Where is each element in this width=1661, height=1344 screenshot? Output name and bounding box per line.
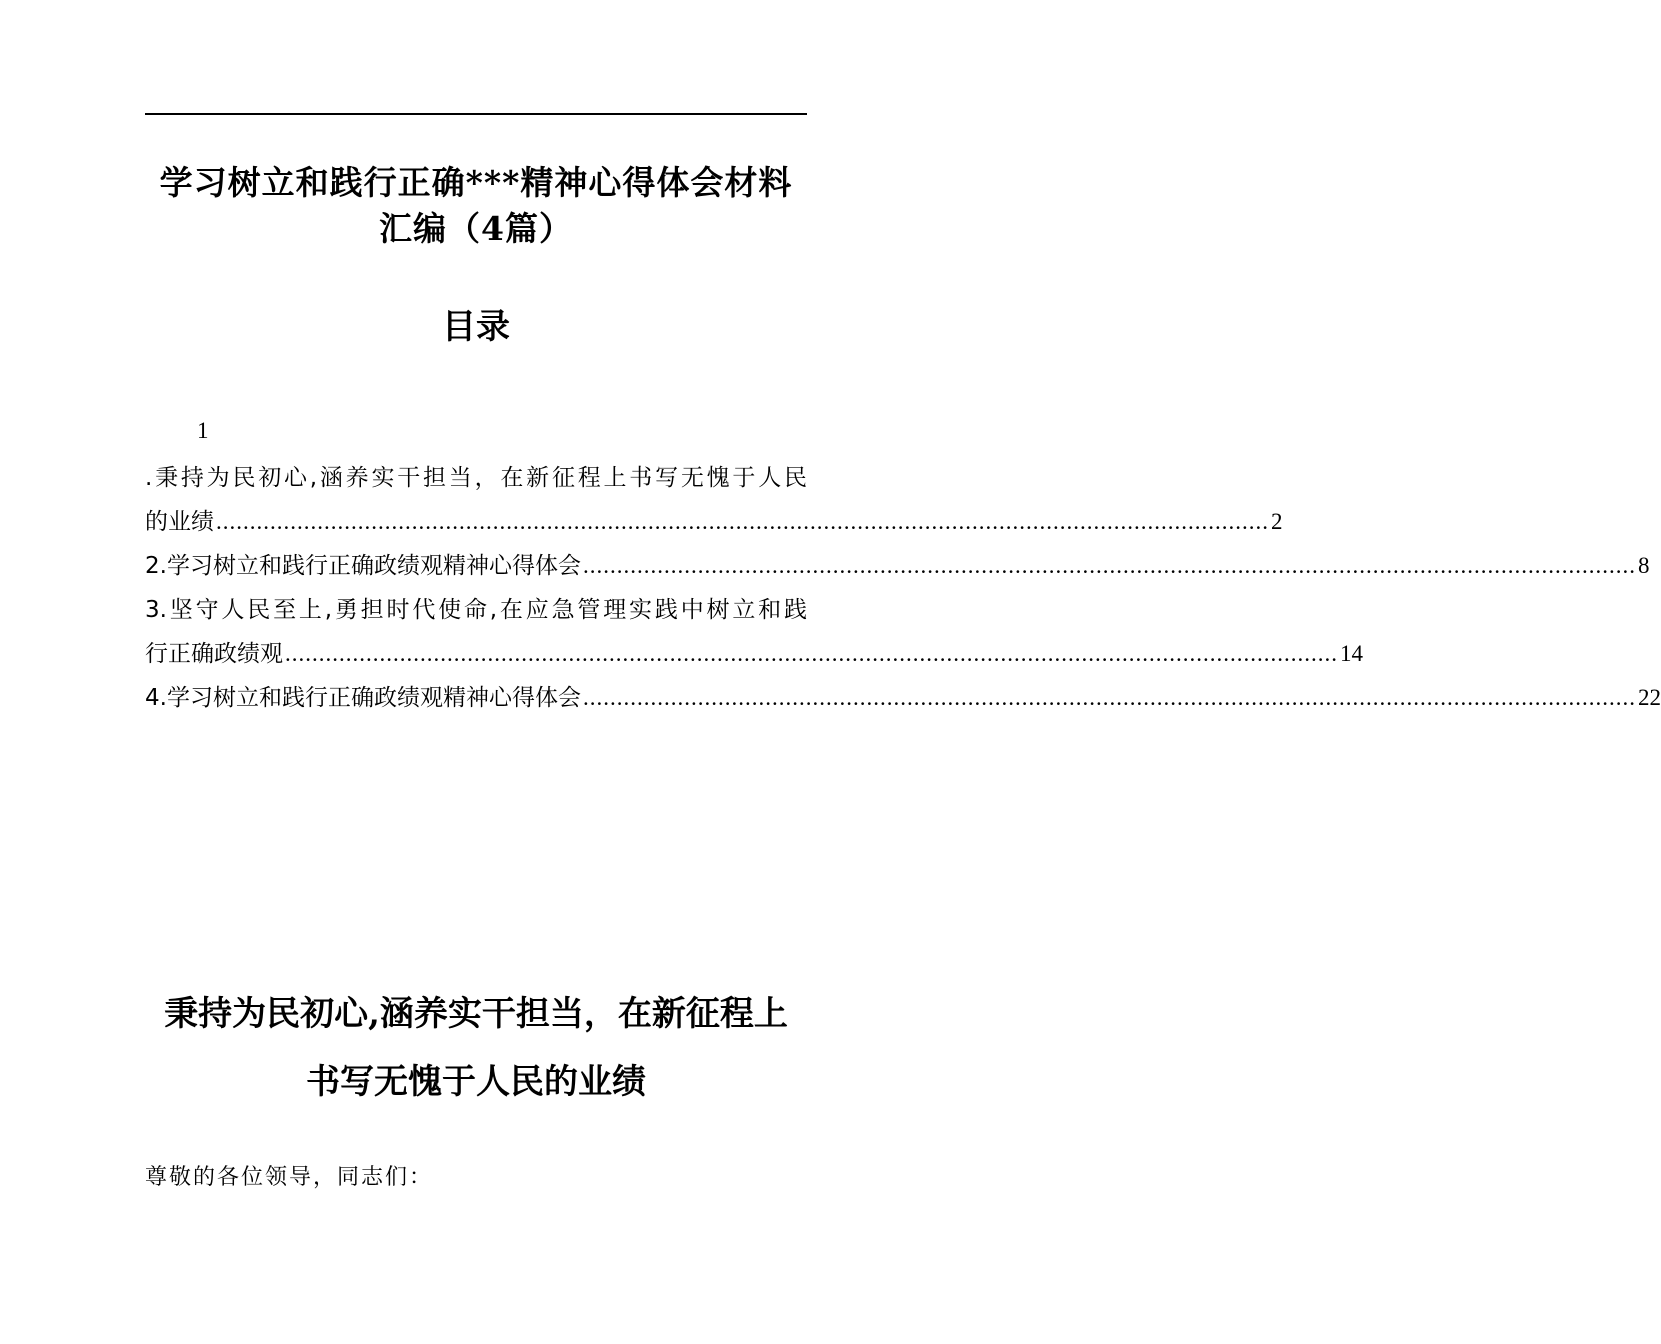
toc-item-3-page: 14: [1340, 641, 1363, 666]
toc-item-1-number: 1: [197, 418, 209, 443]
toc-item-3-line-2[interactable]: [145, 634, 1363, 674]
toc-item-4-text: 4.学习树立和践行正确政绩观精神心得体会: [145, 685, 581, 711]
toc-item-3-line-1[interactable]: 3.坚守人民至上,勇担时代使命,在应急管理实践中树立和践: [145, 597, 807, 623]
toc-item-4-page: 22: [1637, 685, 1661, 710]
article-title-line-1: 秉持为民初心,涵养实干担当，在新征程上: [164, 994, 788, 1034]
toc-item-1-line-2[interactable]: [145, 502, 1283, 542]
article-title-line-2: 书写无愧于人民的业绩: [306, 1062, 646, 1102]
toc-item-1-text: 的业绩: [145, 509, 214, 535]
toc-leader-dots: ............................................................................................................................................................: [216, 509, 1269, 534]
document-title: [145, 160, 807, 252]
toc-item-3-text: 行正确政绩观: [145, 641, 283, 667]
toc-item-2-text: 2.学习树立和践行正确政绩观精神心得体会: [145, 553, 581, 579]
document-title-line-1: 学习树立和践行正确***精神心得体会材料: [159, 163, 793, 202]
toc-item-2[interactable]: [145, 546, 1650, 586]
toc-item-4[interactable]: [145, 678, 1661, 718]
article-title: [145, 980, 807, 1116]
salutation: 尊敬的各位领导，同志们：: [145, 1165, 434, 1190]
toc-leader-dots: ............................................................................................................................................................: [582, 553, 1636, 578]
toc-heading: 目录: [442, 307, 510, 347]
toc-item-1-line-1[interactable]: .秉持为民初心,涵养实干担当，在新征程上书写无愧于人民: [145, 465, 807, 491]
toc-item-2-page: 8: [1637, 553, 1650, 578]
toc-leader-dots: ............................................................................................................................................................: [582, 685, 1636, 710]
toc-leader-dots: ............................................................................................................................................................: [285, 641, 1338, 666]
toc-item-1-page: 2: [1271, 509, 1283, 534]
header-rule: [145, 113, 807, 115]
document-title-line-2: 汇编（4篇）: [379, 209, 573, 248]
